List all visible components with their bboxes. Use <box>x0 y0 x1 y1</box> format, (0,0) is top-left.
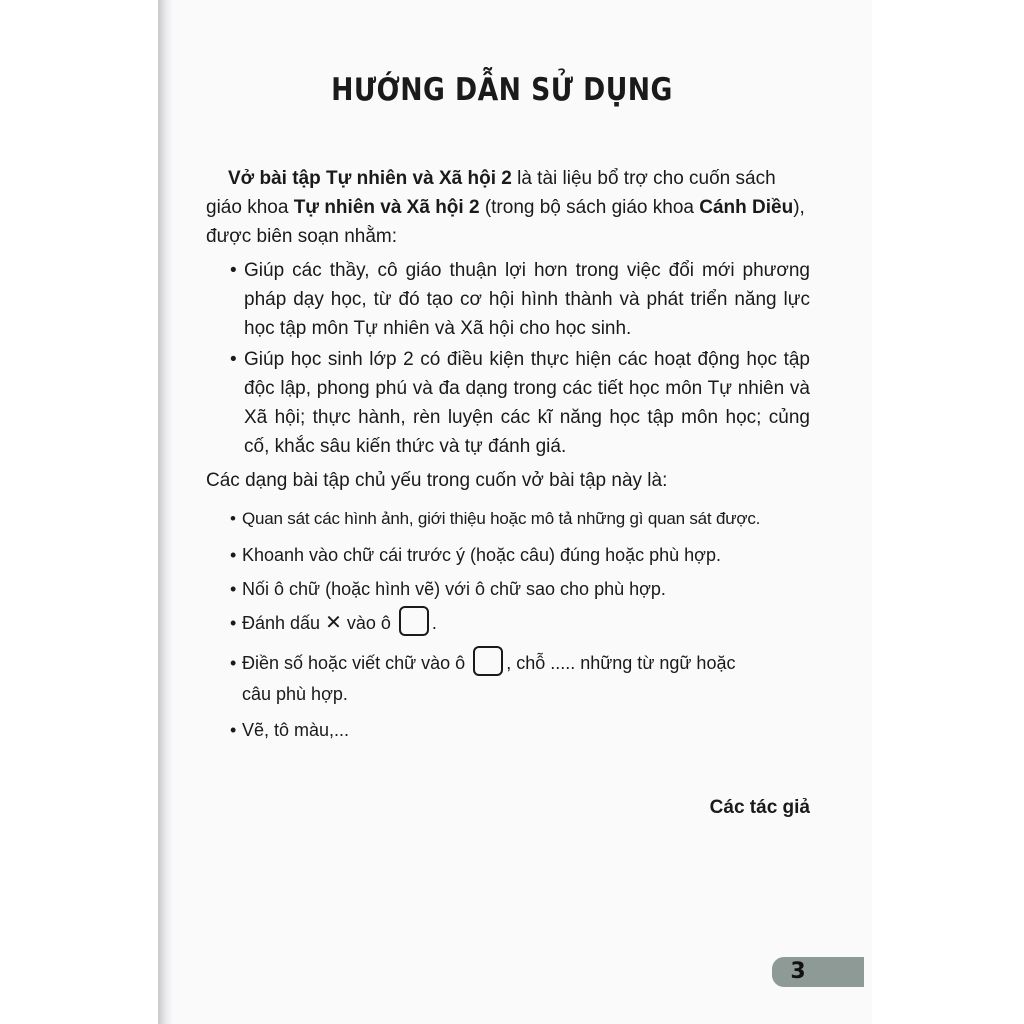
form-text <box>230 648 810 709</box>
form-item <box>230 575 810 603</box>
bullet-icon: • <box>230 545 237 565</box>
bullet-icon: • <box>230 509 236 528</box>
bullet-icon: • <box>230 349 237 370</box>
bullet-icon: • <box>230 720 237 740</box>
series-name: Cánh Diều <box>699 197 794 218</box>
intro-line-3: được biên soạn nhằm: <box>206 226 398 247</box>
forms-intro: Các dạng bài tập chủ yếu trong cuốn vở bài tập này là: <box>206 470 668 491</box>
purpose-item <box>230 256 810 343</box>
form-text-end: . <box>431 613 437 633</box>
bullet-icon: • <box>230 613 237 633</box>
page-margin-right <box>872 0 1024 1024</box>
intro-line-2-c: ), <box>793 197 805 218</box>
intro-line-2-b: (trong bộ sách giáo khoa <box>479 197 700 218</box>
purpose-text: Giúp các thầy, cô giáo thuận lợi hơn trong việc đổi mới phương pháp dạy học, từ đó tạo cơ hội hình thành và phát triển năng lực học tập môn Tự nhiên và Xã hội cho học sinh. <box>244 260 810 339</box>
form-text: Nối ô chữ (hoặc hình vẽ) với ô chữ sao cho phù hợp. <box>242 579 666 599</box>
page-binding-shadow <box>158 0 172 1024</box>
page-number: 3 <box>790 959 806 984</box>
form-text <box>230 609 810 639</box>
empty-checkbox-icon <box>399 606 429 636</box>
intro-line-2-a: giáo khoa <box>206 197 294 218</box>
book-name: Vở bài tập Tự nhiên và Xã hội 2 <box>228 168 512 189</box>
form-text: Quan sát các hình ảnh, giới thiệu hoặc mô tả những gì quan sát được. <box>242 509 761 528</box>
form-text-a: Đánh dấu <box>242 613 326 633</box>
form-item <box>230 648 810 709</box>
intro-paragraph <box>206 164 810 251</box>
empty-checkbox-icon <box>473 646 503 676</box>
authors-signature: Các tác giả <box>709 797 810 818</box>
purpose-item <box>230 345 810 461</box>
intro-line-1 <box>206 164 810 193</box>
form-item <box>230 541 810 569</box>
form-text: Khoanh vào chữ cái trước ý (hoặc câu) đúng hoặc phù hợp. <box>242 545 721 565</box>
bullet-icon: • <box>230 579 237 599</box>
form-text-b: vào ô <box>341 613 396 633</box>
form-item <box>230 505 810 533</box>
form-item <box>230 716 810 744</box>
bullet-icon: • <box>230 653 237 673</box>
cross-mark-icon: ✕ <box>325 612 342 634</box>
form-item <box>230 609 810 639</box>
form-text-a: Điền số hoặc viết chữ vào ô <box>242 653 471 673</box>
form-text: Vẽ, tô màu,... <box>242 720 350 740</box>
page-title: HƯỚNG DẪN SỬ DỤNG <box>331 72 673 108</box>
intro-line-1-rest: là tài liệu bổ trợ cho cuốn sách <box>511 168 776 189</box>
page-margin-left <box>0 0 160 1024</box>
bullet-icon: • <box>230 260 237 281</box>
form-text-c: câu phù hợp. <box>242 684 348 705</box>
intro-line-2 <box>206 193 810 222</box>
form-text-b: , chỗ ..... những từ ngữ hoặc <box>506 653 736 673</box>
purpose-text: Giúp học sinh lớp 2 có điều kiện thực hiện các hoạt động học tập độc lập, phong phú và đa dạng trong các tiết học môn Tự nhiên và Xã hội; thực hành, rèn luyện các kĩ năng học tập môn học; củng cố, khắc sâu kiến thức và tự đánh giá. <box>244 349 810 457</box>
textbook-name: Tự nhiên và Xã hội 2 <box>293 197 480 218</box>
